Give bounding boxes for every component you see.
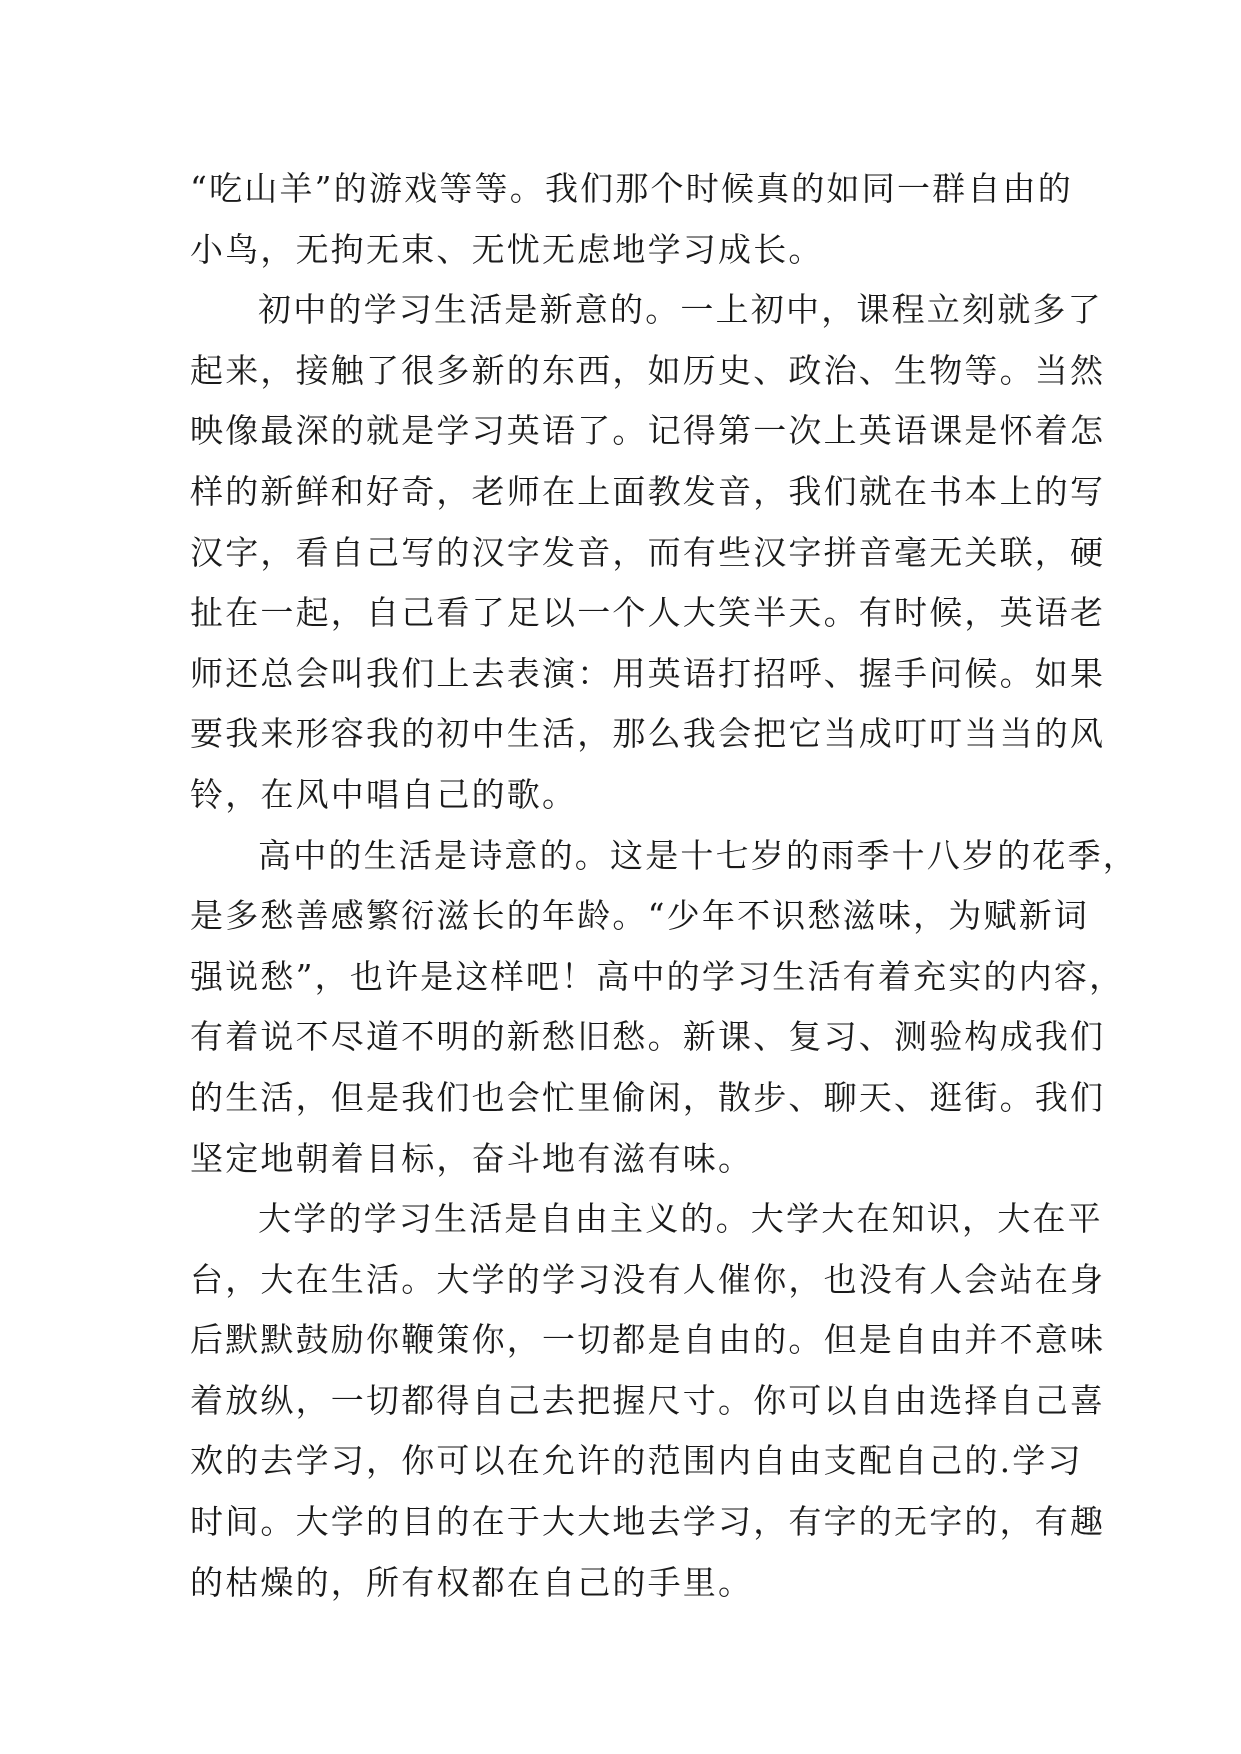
text-line: 扯在一起，自己看了足以一个人大笑半天。有时候，英语老 — [190, 593, 1106, 633]
text-line: “吃山羊”的游戏等等。我们那个时候真的如同一群自由的 — [190, 169, 1073, 208]
text-line: 要我来形容我的初中生活，那么我会把它当成叮叮当当的风 — [190, 714, 1106, 754]
text-line: 强说愁”，也许是这样吧！高中的学习生活有着充实的内容， — [190, 956, 1125, 996]
text-line: 起来，接触了很多新的东西，如历史、政治、生物等。当然 — [190, 350, 1106, 390]
text-line: 初中的学习生活是新意的。一上初中，课程立刻就多了 — [258, 290, 1103, 330]
text-line: 有着说不尽道不明的新愁旧愁。新课、复习、测验构成我们 — [190, 1017, 1106, 1057]
text-line: 映像最深的就是学习英语了。记得第一次上英语课是怀着怎 — [190, 411, 1106, 451]
text-line: 铃，在风中唱自己的歌。 — [190, 774, 578, 814]
text-line: 师还总会叫我们上去表演：用英语打招呼、握手问候。如果 — [190, 653, 1106, 693]
text-line: 的生活，但是我们也会忙里偷闲，散步、聊天、逛街。我们 — [190, 1077, 1106, 1117]
text-line: 的枯燥的，所有权都在自己的手里。 — [190, 1562, 754, 1602]
text-line: 着放纵，一切都得自己去把握尺寸。你可以自由选择自己喜 — [190, 1380, 1106, 1420]
text-line: 样的新鲜和好奇，老师在上面教发音，我们就在书本上的写 — [190, 471, 1106, 511]
body-text — [190, 159, 1138, 1613]
text-line: 小鸟，无拘无束、无忧无虑地学习成长。 — [190, 229, 824, 269]
text-line: 汉字，看自己写的汉字发音，而有些汉字拼音毫无关联，硬 — [190, 532, 1106, 572]
text-line: 是多愁善感繁衍滋长的年龄。“少年不识愁滋味，为赋新词 — [190, 896, 1090, 936]
text-line: 欢的去学习，你可以在允许的范围内自由支配自己的.学习 — [190, 1441, 1083, 1481]
text-line: 坚定地朝着目标，奋斗地有滋有味。 — [190, 1138, 754, 1178]
text-line: 大学的学习生活是自由主义的。大学大在知识，大在平 — [258, 1199, 1103, 1239]
text-line: 台，大在生活。大学的学习没有人催你，也没有人会站在身 — [190, 1259, 1106, 1299]
text-line: 后默默鼓励你鞭策你，一切都是自由的。但是自由并不意味 — [190, 1320, 1106, 1360]
text-line: 高中的生活是诗意的。这是十七岁的雨季十八岁的花季， — [258, 835, 1138, 875]
text-line: 时间。大学的目的在于大大地去学习，有字的无字的，有趣 — [190, 1502, 1106, 1542]
